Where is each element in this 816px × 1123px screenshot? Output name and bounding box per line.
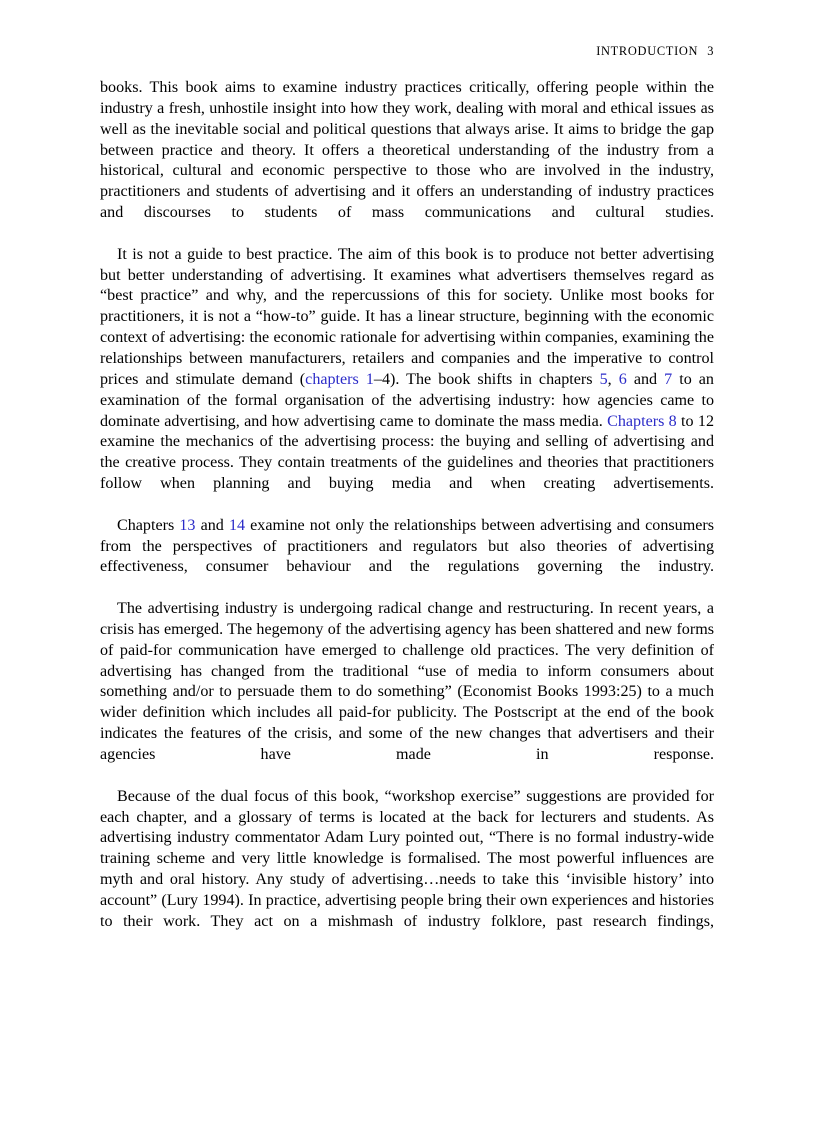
paragraph-2-text-c: , <box>607 370 619 388</box>
link-chapter-14[interactable]: 14 <box>228 516 246 534</box>
paragraph-2-text-f: to 12 examine the mechanics of the advertising process: the buying and selling of advertising and the creative process. They contain treatments of the guidelines and theories that practitioners follow when planning and buying media and when creating advertisements. <box>100 412 714 493</box>
paragraph-3-text-b: and <box>195 516 229 534</box>
paragraph-4-text: The advertising industry is undergoing radical change and restructuring. In recent years, a crisis has emerged. The hegemony of the advertising agency has been shattered and new forms of paid-for communication have emerged to challenge old practices. The very definition of advertising has changed from the traditional “use of media to inform consumers about something and/or to persuade them to do something” (Economist Books 1993:25) to a much wider definition which includes all paid-for publicity. The Postscript at the end of the book indicates the features of the crisis, and some of the new changes that advertisers and their agencies have made in response. <box>100 600 714 763</box>
paragraph-3-text-a: Chapters <box>117 516 180 534</box>
link-chapter-7[interactable]: 7 <box>664 370 673 388</box>
paragraph-2-text-d: and <box>626 370 665 388</box>
link-chapters-1[interactable]: chapters 1 <box>305 370 374 388</box>
paragraph-1 <box>100 78 714 245</box>
page-number: 3 <box>707 44 714 58</box>
paragraph-5-text: Because of the dual focus of this book, “workshop exercise” suggestions are provided for each chapter, and a glossary of terms is located at the back for lecturers and students. As advertising industry commentator Adam Lury pointed out, “There is no formal industry-wide training scheme and very little knowledge is formalised. The most powerful influences are myth and oral history. Any study of advertising…needs to take this ‘invisible history’ into account” (Lury 1994). In practice, advertising people bring their own experiences and histories to their work. They act on a mishmash of industry folklore, past research findings, <box>100 787 714 930</box>
link-chapters-8[interactable]: Chapters 8 <box>607 412 677 430</box>
link-chapter-5[interactable]: 5 <box>599 370 608 388</box>
link-chapter-6[interactable]: 6 <box>618 370 627 388</box>
running-head <box>100 44 714 59</box>
paragraph-5 <box>100 787 714 954</box>
body-text-column <box>100 78 714 953</box>
link-chapter-13[interactable]: 13 <box>179 516 196 534</box>
paragraph-1-text: books. This book aims to examine industry practices critically, offering people within the industry a fresh, unhostile insight into how they work, dealing with moral and ethical issues as well as the inevitable social and political questions that always arise. It aims to bridge the gap between practice and theory. It offers a theoretical understanding of the industry from a historical, cultural and economic perspective to those who are involved in the industry, practitioners and students of advertising and it offers an understanding of industry practices and discourses to students of mass communications and cultural studies. <box>100 79 714 222</box>
paragraph-2-text-b: –4). The book shifts in chapters <box>373 370 600 388</box>
paragraph-2-text-e: to an examination of the formal organisation of the advertising industry: how agencies came to dominate advertising, and how advertising came to dominate the mass media. <box>100 370 714 430</box>
paragraph-3 <box>100 516 714 599</box>
paragraph-2 <box>100 245 714 516</box>
paragraph-4 <box>100 599 714 787</box>
running-head-title: INTRODUCTION <box>596 44 699 58</box>
paragraph-3-text-c: examine not only the relationships between advertising and consumers from the perspectives of practitioners and regulators but also theories of advertising effectiveness, consumer behaviour and the regulations governing the industry. <box>100 516 714 576</box>
paragraph-2-text-a: It is not a guide to best practice. The aim of this book is to produce not better advertising but better understanding of advertising. It examines what advertisers themselves regard as “best practice” and why, and the repercussions of this for society. Unlike most books for practitioners, it is not a “how-to” guide. It has a linear structure, beginning with the economic context of advertising: the economic rationale for advertising within companies, examining the relationships between manufacturers, retailers and companies and the imperative to control prices and stimulate demand ( <box>100 245 714 388</box>
